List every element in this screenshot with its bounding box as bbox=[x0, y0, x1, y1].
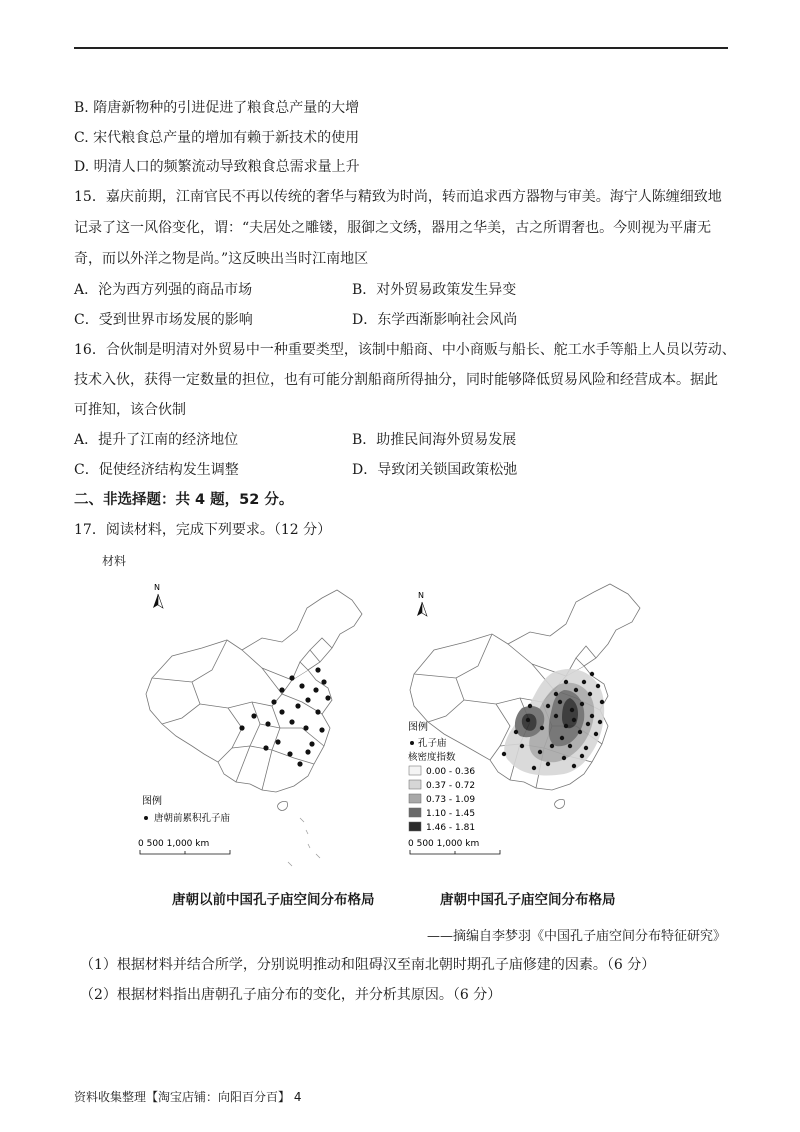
map-before-tang bbox=[132, 578, 382, 878]
q15-stem-line2: 记录了这一风俗变化，谓：“夫居处之雕镂，服御之文绣，器用之华美，古之所谓奢也。今则视为平庸无 bbox=[74, 220, 712, 236]
option-14d: D. 明清人口的频繁流动导致粮食总需求量上升 bbox=[74, 159, 360, 175]
q17-sub1: （1）根据材料并结合所学，分别说明推动和阻碍汉至南北朝时期孔子庙修建的因素。（6 分） bbox=[80, 957, 656, 973]
density-swatch bbox=[409, 766, 421, 775]
option-14c: C. 宋代粮食总产量的增加有赖于新技术的使用 bbox=[74, 130, 360, 146]
map-left-north: N bbox=[154, 583, 160, 592]
source-citation: ——摘编自李梦羽《中国孔子庙空间分布特征研究》 bbox=[426, 929, 726, 944]
q15-stem-line1: 15．嘉庆前期，江南官民不再以传统的奢华与精致为时尚，转而追求西方器物与审美。海宁人陈缠细致地 bbox=[74, 189, 722, 205]
option-14b: B. 隋唐新物种的引进促进了粮食总产量的大增 bbox=[74, 100, 360, 116]
q16-stem-line2: 技术入伙，获得一定数量的担位，也有可能分割船商所得抽分，同时能够降低贸易风险和经营成本。据此 bbox=[74, 372, 718, 388]
q17-sub2: （2）根据材料指出唐朝孔子庙分布的变化，并分析其原因。（6 分） bbox=[80, 987, 502, 1003]
map-tang bbox=[404, 578, 674, 878]
map-right-scale: 0 500 1,000 km bbox=[408, 839, 480, 849]
option-15c: C．受到世界市场发展的影响 bbox=[74, 312, 253, 328]
q17-intro: 17．阅读材料，完成下列要求。（12 分） bbox=[74, 522, 332, 538]
map-right-north: N bbox=[418, 591, 424, 600]
map-right-legend-title: 图例 bbox=[408, 722, 428, 733]
density-swatch bbox=[409, 808, 421, 817]
q15-stem-line3: 奇，而以外洋之物是尚。”这反映出当时江南地区 bbox=[74, 251, 369, 267]
map-right-legend-point: 孔子庙 bbox=[418, 738, 447, 749]
density-range-label: 1.10 - 1.45 bbox=[426, 809, 476, 819]
top-rule bbox=[74, 47, 728, 49]
density-range-label: 1.46 - 1.81 bbox=[426, 823, 476, 833]
map-left-scale: 0 500 1,000 km bbox=[138, 839, 210, 849]
density-swatch bbox=[409, 780, 421, 789]
density-range-label: 0.00 - 0.36 bbox=[426, 767, 476, 777]
material-label: 材料 bbox=[102, 554, 127, 568]
option-15d: D．东学西渐影响社会风尚 bbox=[352, 312, 518, 328]
north-arrow-icon bbox=[153, 583, 163, 608]
density-range-label: 0.73 - 1.09 bbox=[426, 795, 476, 805]
density-legend bbox=[409, 766, 475, 833]
option-15b: B．对外贸易政策发生异变 bbox=[352, 282, 517, 298]
density-swatch bbox=[409, 794, 421, 803]
map-left-legend-item: 唐朝前累积孔子庙 bbox=[154, 813, 231, 824]
section-heading: 二、非选择题：共 4 题，52 分。 bbox=[74, 492, 294, 508]
map-left-legend-title: 图例 bbox=[142, 796, 162, 807]
option-16d: D．导致闭关锁国政策松弛 bbox=[352, 462, 518, 478]
map-right-caption: 唐朝中国孔子庙空间分布格局 bbox=[440, 892, 616, 908]
q16-stem-line3: 可推知，该合伙制 bbox=[74, 402, 186, 418]
option-16a: A．提升了江南的经济地位 bbox=[74, 432, 239, 448]
density-swatch bbox=[409, 822, 421, 831]
q16-stem-line1: 16．合伙制是明清对外贸易中一种重要类型，该制中船商、中小商贩与船长、舵工水手等船上人员以劳动、 bbox=[74, 342, 736, 358]
map-right-legend-density-title: 核密度指数 bbox=[408, 752, 456, 763]
option-16b: B．助推民间海外贸易发展 bbox=[352, 432, 517, 448]
footer: 资料收集整理【淘宝店铺：向阳百分百】 4 bbox=[74, 1090, 302, 1104]
option-15a: A．沦为西方列强的商品市场 bbox=[74, 282, 253, 298]
density-range-label: 0.37 - 0.72 bbox=[426, 781, 476, 791]
map-left-caption: 唐朝以前中国孔子庙空间分布格局 bbox=[172, 892, 375, 908]
option-16c: C．促使经济结构发生调整 bbox=[74, 462, 239, 478]
north-arrow-icon bbox=[417, 591, 427, 616]
